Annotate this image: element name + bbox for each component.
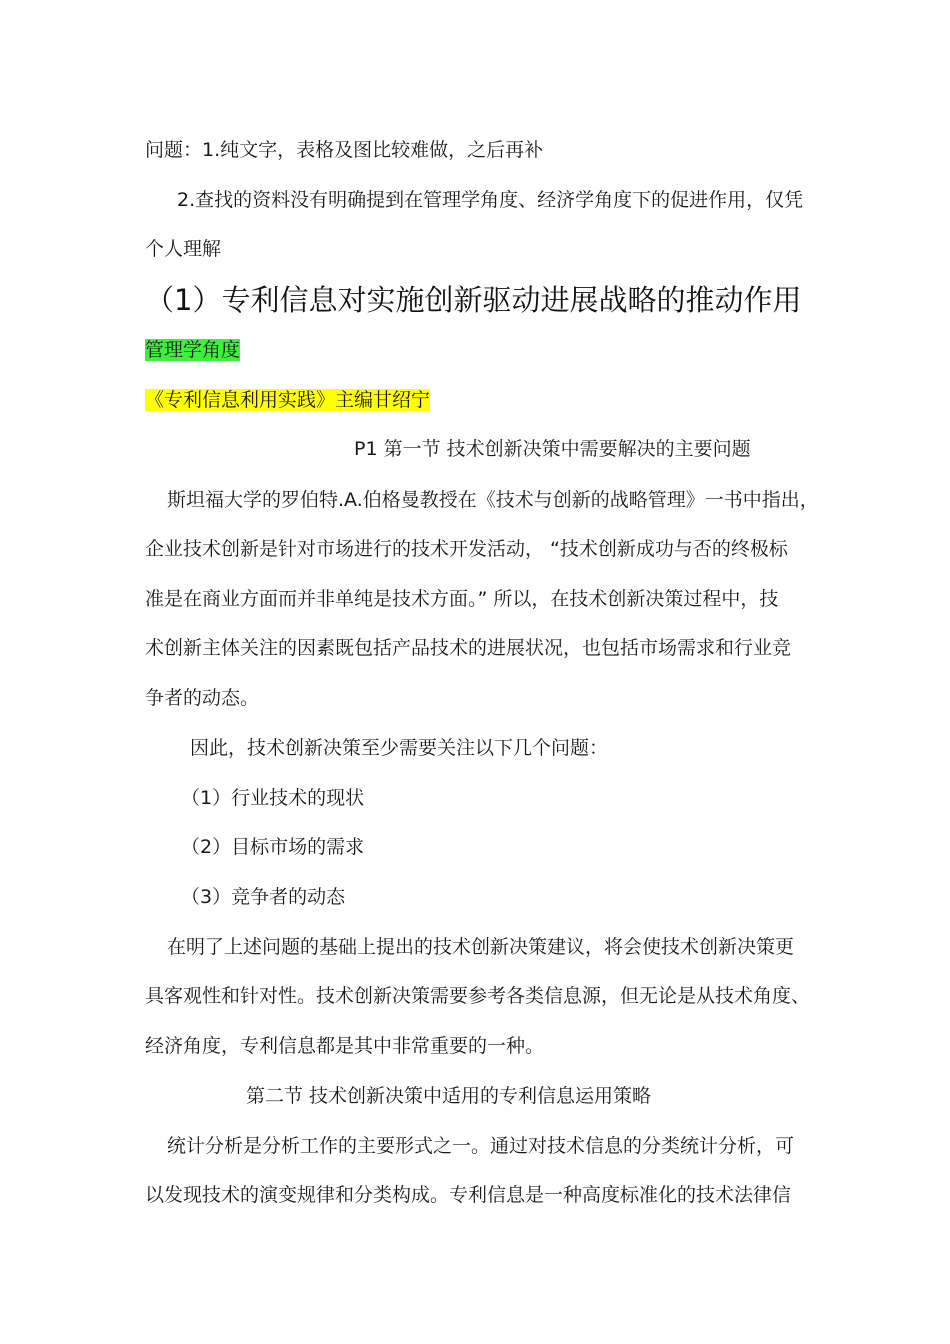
section2-title: 第二节 技术创新决策中适用的专利信息运用策略 — [246, 1085, 652, 1107]
paragraph4-line: 以发现技术的演变规律和分类构成。专利信息是一种高度标准化的技术法律信 — [145, 1184, 792, 1206]
note-line-2: 2.查找的资料没有明确提到在管理学角度、经济学角度下的促进作用，仅凭 — [177, 189, 804, 211]
question-item: （2）目标市场的需求 — [181, 836, 365, 858]
paragraph3-line: 具客观性和针对性。技术创新决策需要参考各类信息源，但无论是从技术角度、 — [145, 985, 811, 1007]
question-item: （1）行业技术的现状 — [181, 787, 365, 809]
paragraph4-line: 统计分析是分析工作的主要形式之一。通过对技术信息的分类统计分析，可 — [167, 1135, 795, 1157]
source-label-text: 《专利信息利用实践》主编甘绍宁 — [145, 389, 431, 411]
paragraph2: 因此，技术创新决策至少需要关注以下几个问题： — [190, 737, 609, 759]
perspective-label — [145, 338, 240, 362]
paragraph1-line: 争者的动态。 — [145, 687, 260, 709]
paragraph3-line: 经济角度，专利信息都是其中非常重要的一种。 — [145, 1035, 545, 1057]
question-item: （3）竞争者的动态 — [181, 886, 346, 908]
paragraph3-line: 在明了上述问题的基础上提出的技术创新决策建议，将会使技术创新决策更 — [167, 936, 795, 958]
note-line-3: 个人理解 — [145, 238, 222, 260]
section-heading: （1）专利信息对实施创新驱动进展战略的推动作用 — [145, 283, 802, 317]
section1-title: P1 第一节 技术创新决策中需要解决的主要问题 — [354, 438, 751, 460]
paragraph1-line: 斯坦福大学的罗伯特.A.伯格曼教授在《技术与创新的战略管理》一书中指出， — [167, 489, 819, 511]
perspective-label-text: 管理学角度 — [145, 339, 241, 361]
paragraph1-line: 准是在商业方面而并非单纯是技术方面。” 所以，在技术创新决策过程中，技 — [145, 588, 779, 610]
note-line-1: 问题：1.纯文字，表格及图比较难做，之后再补 — [145, 139, 544, 161]
paragraph1-line: 企业技术创新是针对市场进行的技术开发活动， “技术创新成功与否的终极标 — [145, 538, 788, 560]
source-label — [145, 388, 430, 412]
paragraph1-line: 术创新主体关注的因素既包括产品技术的进展状况，也包括市场需求和行业竞 — [145, 637, 792, 659]
